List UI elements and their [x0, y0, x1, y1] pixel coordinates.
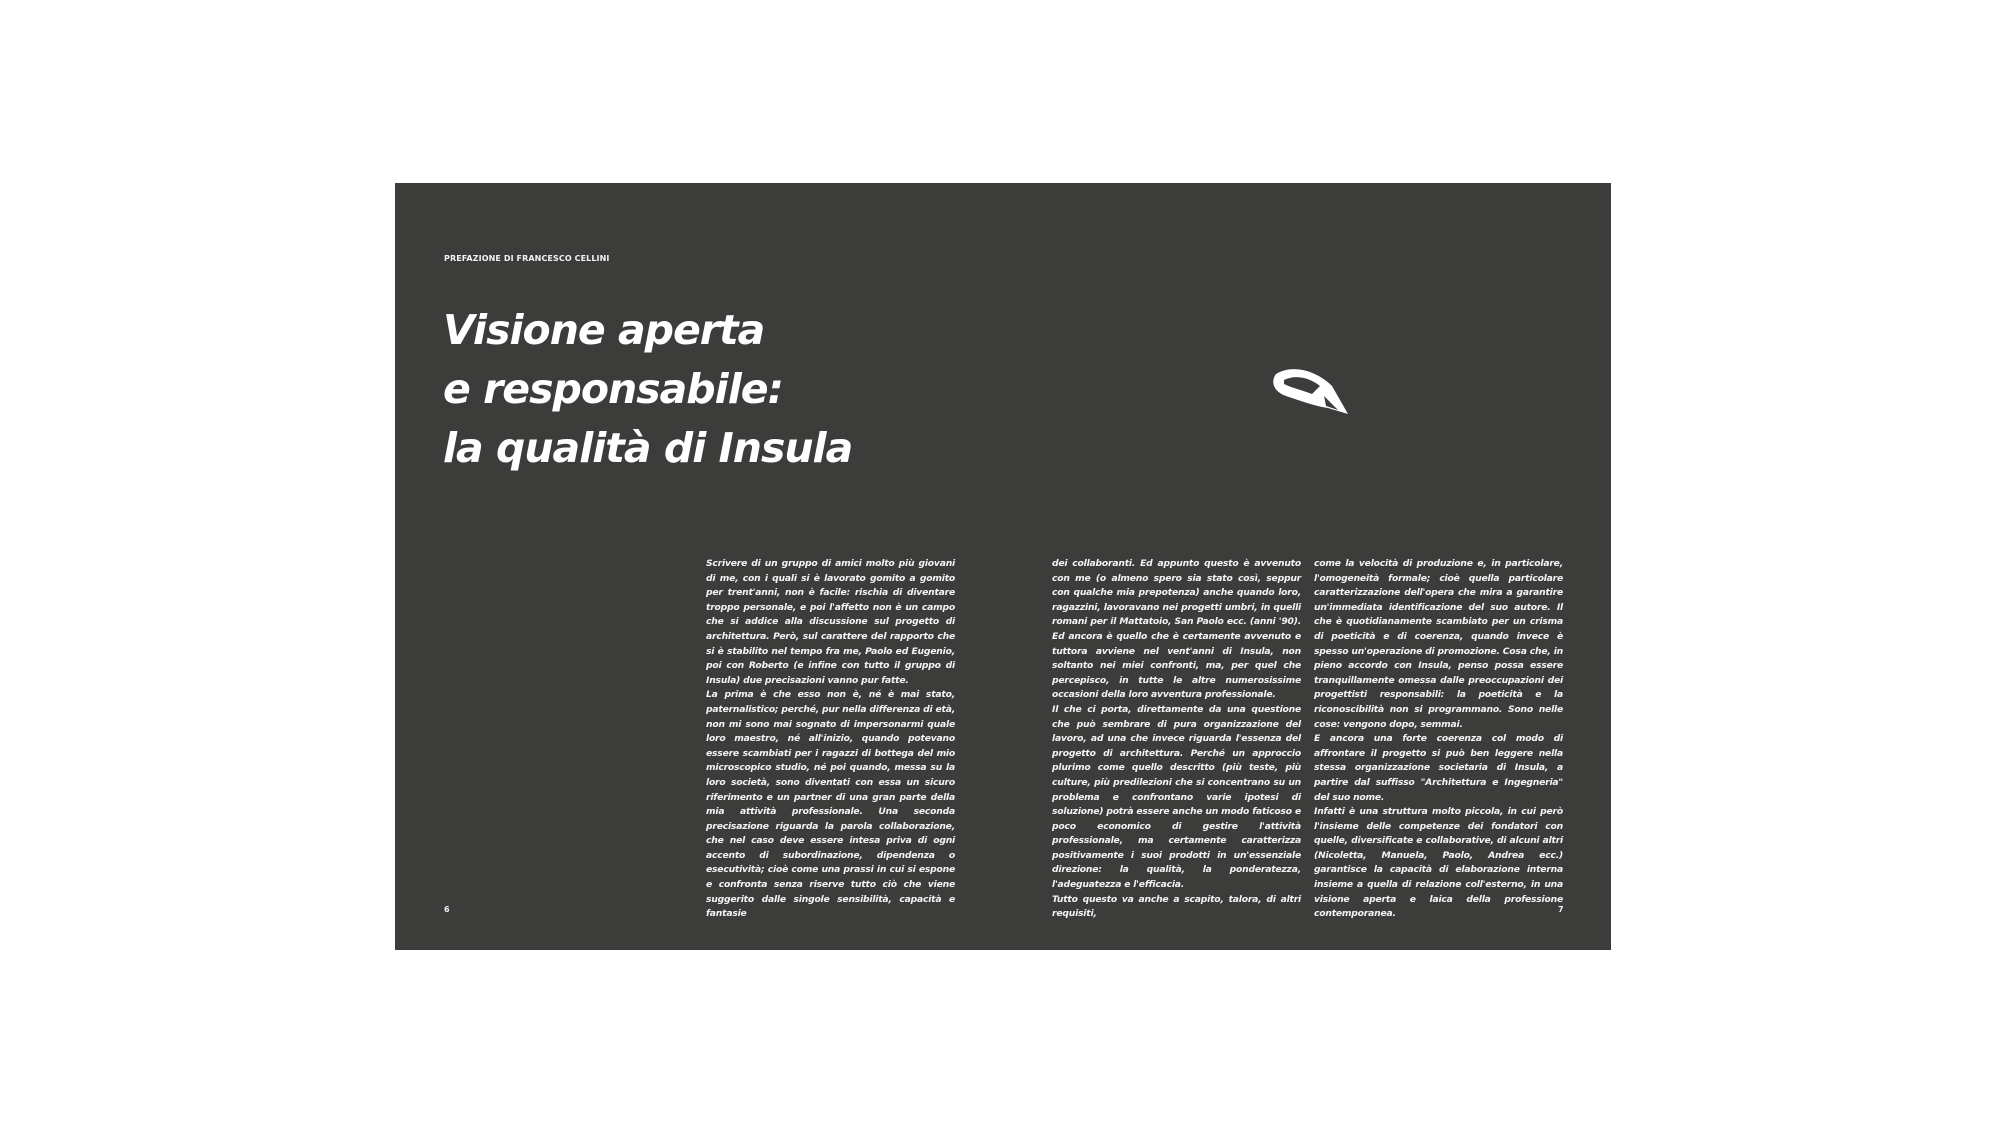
paragraph: Scrivere di un gruppo di amici molto più giovani di me, con i quali si è lavorato gomito a gomito per trent'anni, non è facile: rischia di diventare troppo personale, e poi l'affetto non è un campo che si addice alla discussione sul progetto di architettura. Però, sul carattere del rapporto che si è stabilito nel tempo fra me, Paolo ed Eugenio, poi con Roberto (e infine con tutto il gruppo di Insula) due precisazioni vanno pur fatte. — [706, 558, 955, 686]
text-column-3 — [1314, 557, 1563, 922]
title-line-1: Visione aperta — [443, 306, 765, 354]
paragraph: come la velocità di produzione e, in particolare, l'omogeneità formale; cioè quella particolare caratterizzazione dell'opera che mira a garantire un'immediata identificazione del suo autore. Il che è quotidianamente scambiato per un crisma di poeticità e di coerenza, quando invece è spesso un'operazione di promozione. Cosa che, in pieno accordo con Insula, penso possa essere tranquillamente omessa dalle preoccupazioni dei progettisti responsabili: la poeticità e la riconoscibilità non si programmano. Sono nelle cose: vengono dopo, semmai. — [1314, 558, 1563, 730]
book-spread — [395, 183, 1611, 950]
page-number-right: 7 — [1558, 905, 1564, 914]
text-column-2 — [1052, 557, 1301, 922]
section-kicker: PREFAZIONE DI FRANCESCO CELLINI — [444, 254, 610, 263]
page-number-left: 6 — [444, 905, 450, 914]
paragraph: Il che ci porta, direttamente da una questione che può sembrare di pura organizzazione del lavoro, ad una che invece riguarda l'essenza del progetto di architettura. Perché un approccio plurimo come quello descritto (più teste, più culture, più predilezioni che si concentrano su un problema e confrontano varie ipotesi di soluzione) potrà essere anche un modo faticoso e poco economico di gestire l'attività professionale, ma certamente caratterizza positivamente i suoi prodotti in un'essenziale direzione: la qualità, la ponderatezza, l'adeguatezza e l'efficacia. — [1052, 703, 1301, 891]
title-line-3: la qualità di Insula — [443, 424, 853, 472]
paragraph: Infatti è una struttura molto piccola, in cui però l'insieme delle competenze dei fondatori con quelle, diversificate e collaborative, di alcuni altri (Nicoletta, Manuela, Paolo, Andrea ecc.) garantisce la capacità di elaborazione interna insieme a quella di relazione coll'esterno, in una visione aperta e laica della professione contemporanea. — [1314, 806, 1563, 920]
text-column-1 — [706, 557, 955, 922]
title-line-2: e responsabile: — [443, 365, 783, 413]
page-title — [443, 301, 852, 478]
paragraph: dei collaboranti. Ed appunto questo è avvenuto con me (o almeno spero sia stato così, seppur con qualche mia prepotenza) anche quando loro, ragazzini, lavoravano nei progetti umbri, in quelli romani per il Mattatoio, San Paolo ecc. (anni '90). Ed ancora è quello che è certamente avvenuto e tuttora avviene nel vent'anni di Insula, non soltanto nei miei confronti, ma, per quel che percepisco, in tutte le altre numerosissime occasioni della loro avventura professionale. — [1052, 558, 1301, 701]
insula-logo-icon — [1268, 364, 1352, 420]
paragraph: La prima è che esso non è, né è mai stato, paternalistico; perché, pur nella differenza di età, non mi sono mai sognato di impersonarmi quale loro maestro, né all'inizio, quando potevano essere scambiati per i ragazzi di bottega del mio microscopico studio, né poi quando, messa su la loro società, sono diventati con essa un sicuro riferimento e un partner di una gran parte della mia attività professionale. Una seconda precisazione riguarda la parola collaborazione, che nel caso deve essere intesa priva di ogni accento di subordinazione, dipendenza o esecutività; cioè come una prassi in cui si espone e confronta senza riserve tutto ciò che viene suggerito dalle singole sensibilità, capacità e fantasie — [706, 689, 956, 920]
paragraph: E ancora una forte coerenza col modo di affrontare il progetto si può ben leggere nella stessa organizzazione societaria di Insula, a partire dal suffisso "Architettura e Ingegneria" del suo nome. — [1314, 733, 1563, 803]
paragraph: Tutto questo va anche a scapito, talora, di altri requisiti, — [1052, 893, 1301, 920]
